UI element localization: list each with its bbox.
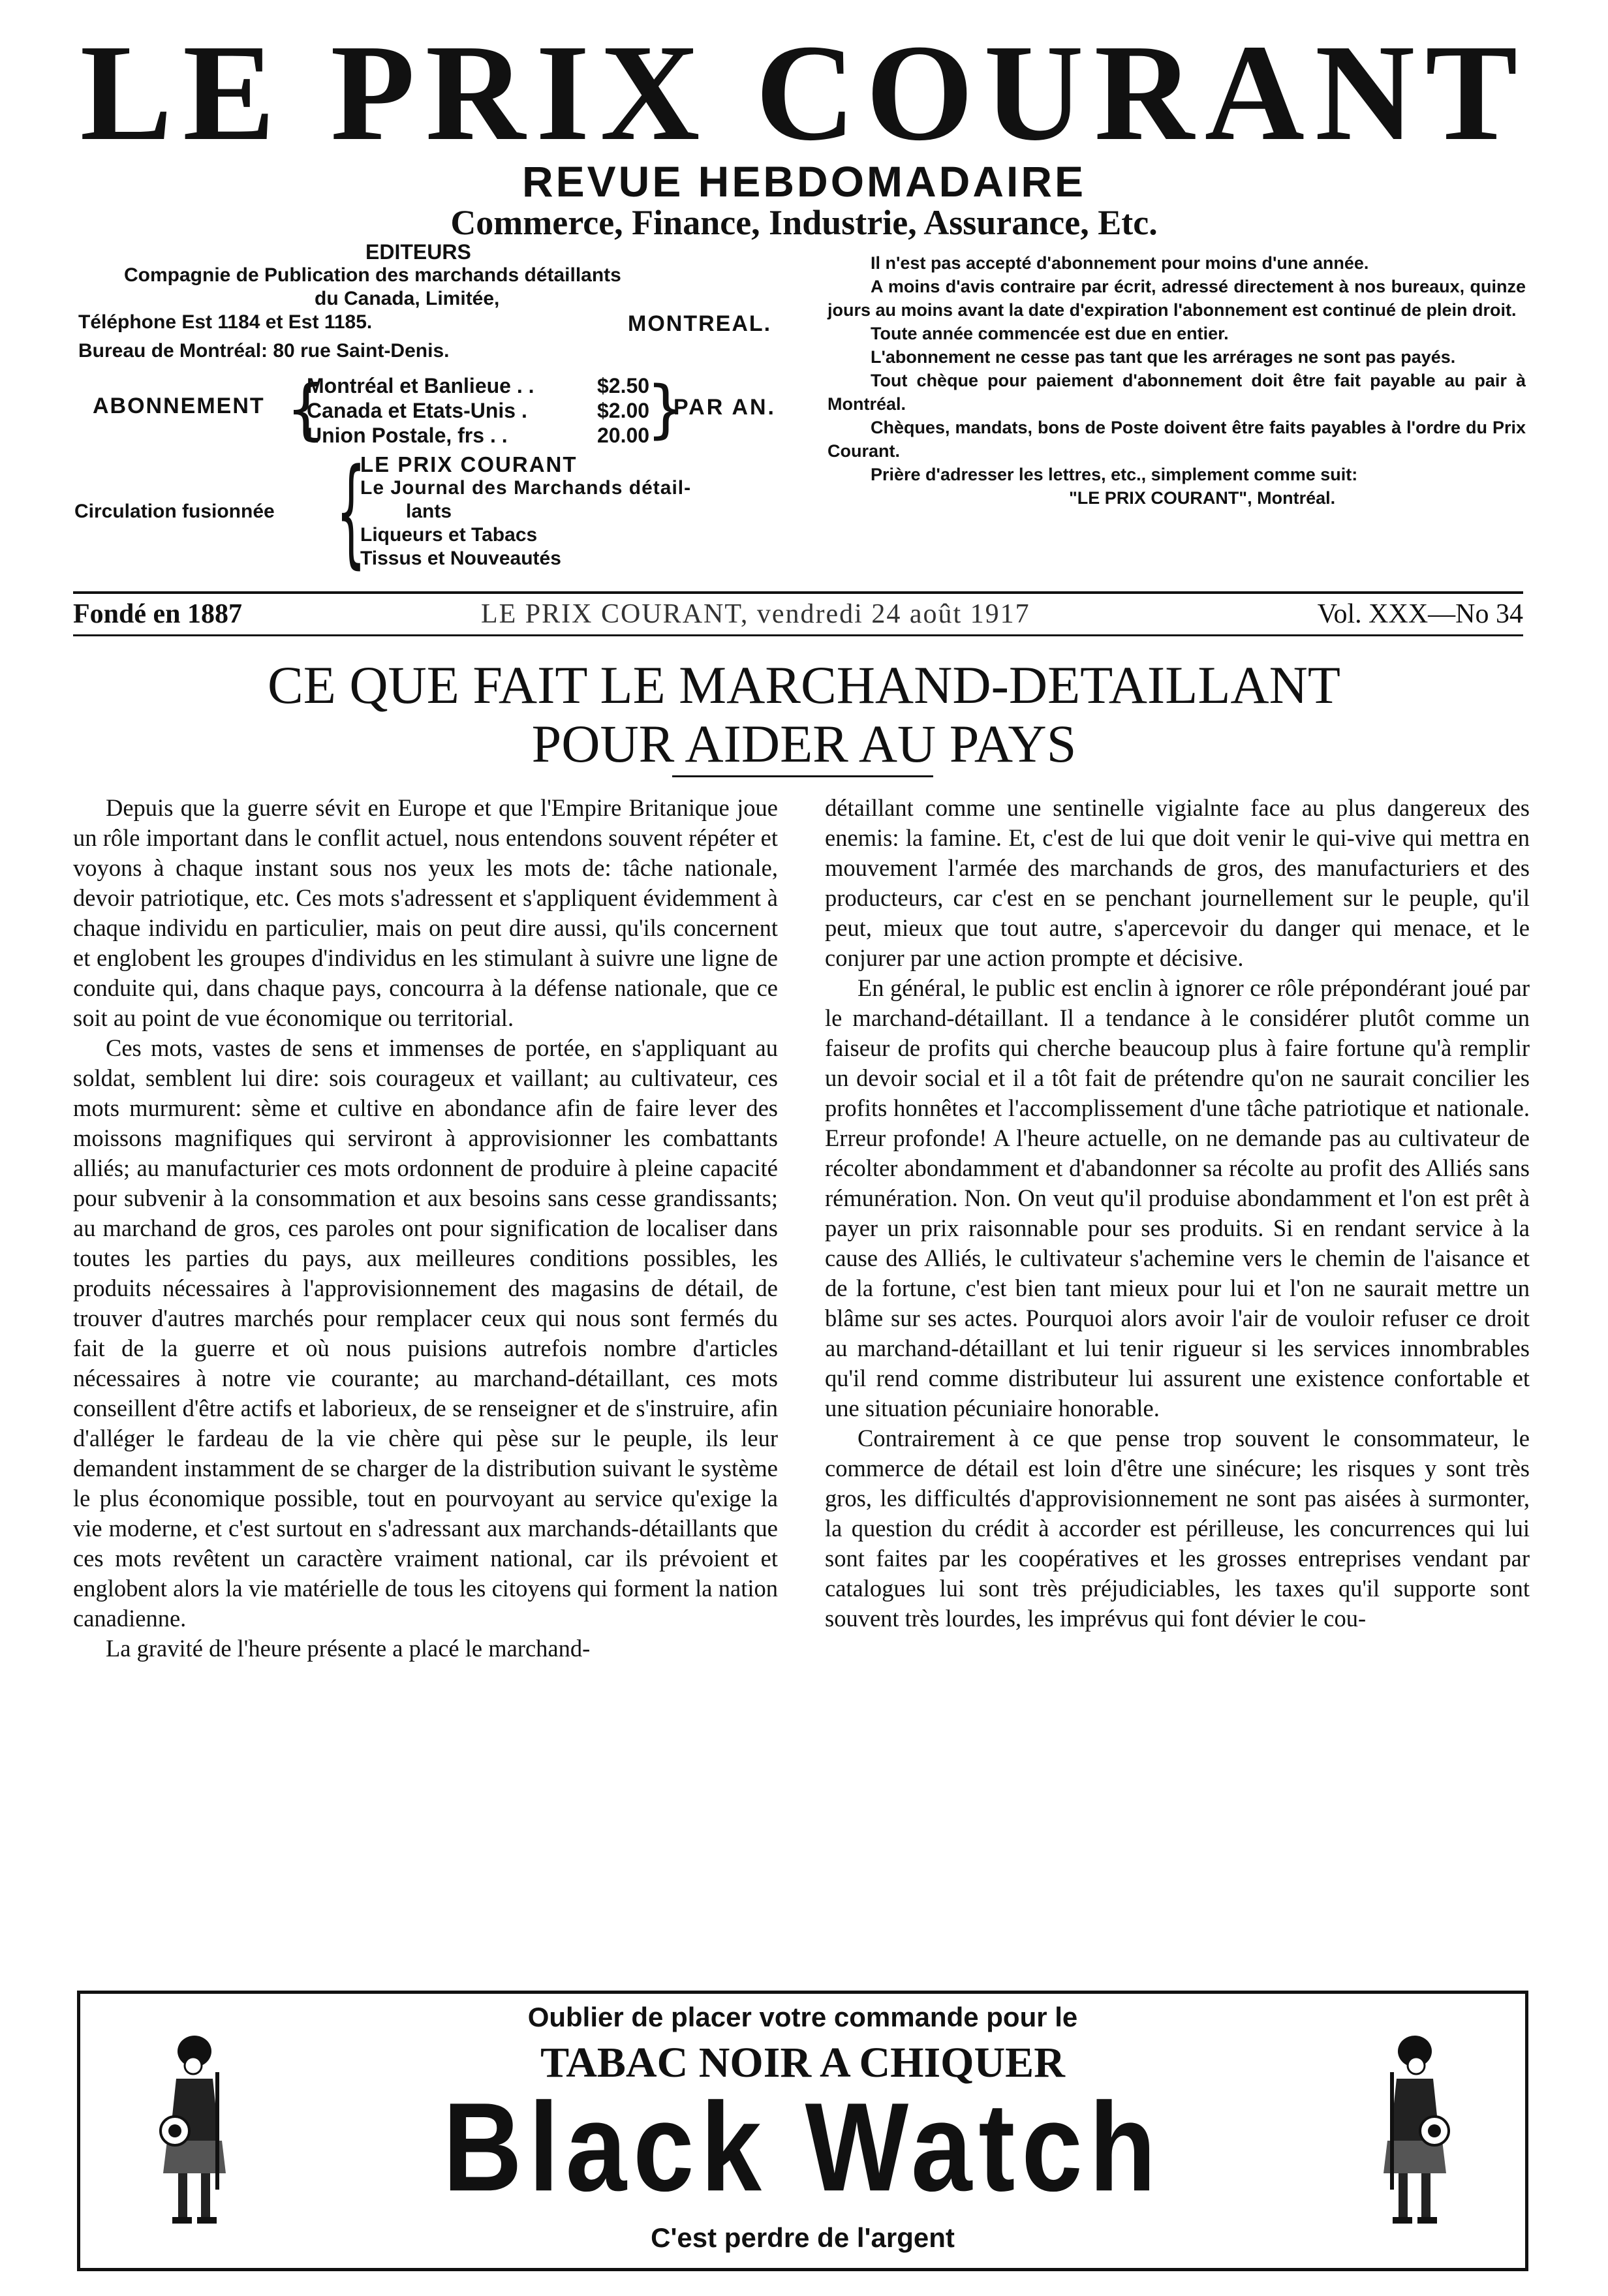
subscription-per-year: PAR AN. bbox=[673, 395, 776, 420]
notice-line: A moins d'avis contraire par écrit, adressé directement à nos bureaux, quinze jours au moins avant la date d'expiration l'abonnement est continué de plein droit. bbox=[827, 277, 1526, 320]
subscription-brace-left: { bbox=[286, 371, 326, 448]
dateline bbox=[73, 597, 1523, 632]
highlander-illustration-right bbox=[1369, 2033, 1467, 2229]
subscription-notice bbox=[827, 251, 1526, 510]
headline-underline bbox=[672, 775, 933, 777]
notice-address: "LE PRIX COURANT", Montréal. bbox=[1069, 488, 1336, 508]
publisher-company-line2: du Canada, Limitée, bbox=[315, 288, 500, 309]
ad-product: TABAC NOIR A CHIQUER bbox=[540, 2039, 1065, 2087]
publisher-phone: Téléphone Est 1184 et Est 1185. bbox=[78, 311, 373, 333]
rate-price: 20.00 bbox=[597, 424, 650, 447]
rate-row bbox=[307, 373, 679, 398]
notice-line: Toute année commencée est due en entier. bbox=[871, 324, 1229, 343]
notice-line: L'abonnement ne cesse pas tant que les arrérages ne sont pas payés. bbox=[871, 347, 1456, 367]
article-headline bbox=[0, 656, 1608, 773]
article-paragraph: détaillant comme une sentinelle vigialnte face au plus dangereux des enemis: la famine. Et, c'est de lui que doit venir le qui-vive qui mettra en mouvement l'armée des marchands de gros, des manufacturiers et des producteurs, car c'est en se penchant journellement sur le peuple, qu'il peut, mieux que tout autre, s'apercevoir du danger qui menace, et le conjurer par une action prompte et décisive. bbox=[825, 794, 1530, 971]
ad-slogan: C'est perdre de l'argent bbox=[651, 2222, 955, 2253]
article-paragraph: Depuis que la guerre sévit en Europe et que l'Empire Britanique joue un rôle important dans le conflit actuel, nous entendons souvent répéter et voyons à chaque instant sous nos yeux les mots de: tâche nationale, devoir patriotique, etc. Ces mots s'adressent et s'appliquent évidemment à chaque individu en particulier, mais on peut dire aussi, qu'ils concernent et englobent les groupes d'individus en les stimulant à suivre une ligne de conduite qui, dans chaque pays, concourra à la défense nationale, que ce soit au point de vue économique ou territorial. bbox=[73, 794, 778, 1031]
rate-region: Canada et Etats-Unis . bbox=[307, 399, 527, 422]
headline-line: CE QUE FAIT LE MARCHAND-DETAILLANT bbox=[268, 655, 1340, 715]
article-column-right bbox=[825, 793, 1530, 1634]
circulation-brace: { bbox=[336, 444, 366, 580]
circulation-item: Tissus et Nouveautés bbox=[360, 548, 561, 569]
advertisement-box bbox=[77, 1991, 1528, 2271]
masthead-subtitle: REVUE HEBDOMADAIRE bbox=[521, 157, 1087, 206]
notice-line: Prière d'adresser les lettres, etc., simplement comme suit: bbox=[871, 465, 1358, 484]
highlander-illustration-left bbox=[142, 2033, 240, 2229]
article-column-left bbox=[73, 793, 778, 1664]
circulation-item: Liqueurs et Tabacs bbox=[360, 524, 538, 546]
article-paragraph: Contrairement à ce que pense trop souvent le consommateur, le commerce de détail est loin d'être une sinécure; les risques y sont très gros, les difficultés d'approvisionnement ne sont pas aisées à surmonter, la question du crédit à accorder est périlleuse, les concurrences qui lui sont faites par les coopératives et les grosses entreprises vendant par catalogues lui sont très préjudiciables, les taxes qu'il supporte sont souvent très lourdes, les imprévus qui font dévier le cou- bbox=[825, 1425, 1530, 1632]
rate-row bbox=[307, 398, 679, 423]
founded: Fondé en 1887 bbox=[73, 599, 243, 629]
notice-line: Il n'est pas accepté d'abonnement pour moins d'une année. bbox=[871, 253, 1369, 273]
publisher-block bbox=[72, 240, 790, 593]
volume: Vol. XXX—No 34 bbox=[1317, 599, 1523, 629]
publisher-heading: EDITEURS bbox=[365, 240, 471, 264]
rate-price: $2.50 bbox=[597, 374, 650, 397]
article-paragraph: La gravité de l'heure présente a placé le marchand- bbox=[106, 1635, 591, 1662]
notice-line: Chèques, mandats, bons de Poste doivent être faits payables à l'ordre du Prix Courant. bbox=[827, 418, 1526, 461]
dateline-rule-top bbox=[73, 591, 1523, 594]
circulation-item: Le Journal des Marchands détail- bbox=[360, 477, 692, 499]
rate-region: Montréal et Banlieue . . bbox=[307, 374, 534, 397]
circulation-list bbox=[360, 453, 778, 570]
circulation-item: lants bbox=[406, 501, 452, 522]
subscription-label: ABONNEMENT bbox=[93, 394, 265, 418]
rate-price: $2.00 bbox=[597, 399, 650, 422]
rate-region: Union Postale, frs . . bbox=[307, 424, 508, 447]
issue-date: LE PRIX COURANT, vendredi 24 août 1917 bbox=[481, 599, 1030, 629]
publisher-office: Bureau de Montréal: 80 rue Saint-Denis. bbox=[78, 340, 450, 362]
subscription-brace-right: } bbox=[646, 373, 687, 446]
publisher-company-line1: Compagnie de Publication des marchands détaillants bbox=[124, 264, 621, 286]
dateline-rule-bottom bbox=[73, 634, 1523, 636]
article-paragraph: Ces mots, vastes de sens et immenses de portée, en s'appliquant au soldat, semblent lui dire: sois courageux et vaillant; au cultivateur, ces mots murmurent: sème et cultive en abondance afin de faire lever des moissons magnifiques qui serviront à approvisionner les combattants alliés; au manufacturier ces mots ordonnent de produire à pleine capacité pour subvenir à la consommation et aux besoins sans cesse grandissants; au marchand de gros, ces paroles ont pour signification de localiser dans toutes les parties du pays, aux meilleures conditions possibles, les produits nécessaires à l'approvisionnement des magasins de détail, de trouver d'autres marchés pour remplacer ceux qui nous sont fermés du fait de la guerre et où nous puisions autrefois nombre d'articles nécessaires à notre vie courante; au marchand-détaillant, ces mots conseillent d'être actifs et laborieux, de se renseigner et de s'instruire, afin d'alléger le fardeau de la vie chère qui pèse sur le peuple, ils leur demandent instamment de se charger de la distribution suivant le système le plus économique possible, tout en pourvoyant au service qu'exige la vie moderne, et c'est surtout en s'adressant aux marchands-détaillants que ces mots revêtent un caractère vraiment national, car ils prévoient et englobent alors la vie matérielle de tous les citoyens qui forment la nation canadienne. bbox=[73, 1034, 778, 1632]
masthead-tagline: Commerce, Finance, Industrie, Assurance, Etc. bbox=[450, 203, 1158, 242]
notice-line: Tout chèque pour paiement d'abonnement doit être fait payable au pair à Montréal. bbox=[827, 371, 1526, 414]
circulation-item: LE PRIX COURANT bbox=[360, 452, 578, 476]
circulation-label: Circulation fusionnée bbox=[74, 501, 275, 522]
ad-tagline: Oublier de placer votre commande pour le bbox=[527, 2002, 1078, 2032]
ad-brand: Black Watch bbox=[442, 2076, 1163, 2218]
headline-line: POUR AIDER AU PAYS bbox=[531, 714, 1077, 773]
article-paragraph: En général, le public est enclin à ignorer ce rôle prépondérant joué par le marchand-détaillant. Il a tendance à le considérer plutôt comme un faiseur de profits qui cherche beaucoup plus à faire fortune qu'à remplir un devoir social et il a tôt fait de prétendre qu'on ne saurait concilier les profits honnêtes et l'accomplissement d'une tâche patriotique et nationale. Erreur profonde! A l'heure actuelle, on ne demande pas au cultivateur de récolter abondamment et d'abandonner sa récolte au profit des Alliés sans rémunération. Non. On veut qu'il produise abondamment et l'on est prêt à payer un prix raisonnable pour ses produits. Si en rendant service à la cause des Alliés, le cultivateur s'achemine vers le chemin de l'aisance et de la fortune, c'est bien tant mieux pour lui et l'on ne saurait mettre un blâme sur ses actes. Pourquoi alors avoir l'air de vouloir refuser ce droit au marchand-détaillant et lui tenir rigueur si les services innombrables qu'il rend comme distributeur lui assurent une existence confortable et une situation pécuniaire honorable. bbox=[825, 974, 1530, 1421]
masthead-title: LE PRIX COURANT bbox=[80, 16, 1528, 169]
publisher-city: MONTREAL. bbox=[628, 311, 772, 336]
